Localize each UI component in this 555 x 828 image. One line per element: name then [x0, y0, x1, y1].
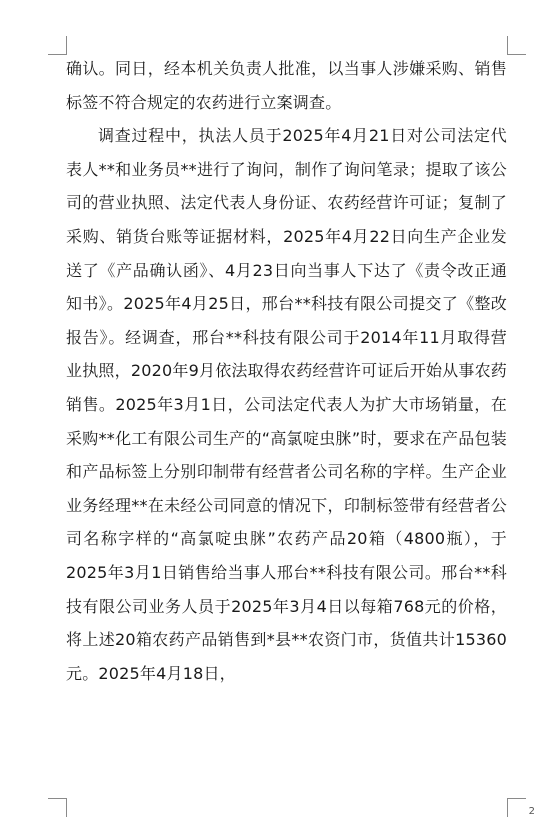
- page-number: 2: [528, 806, 535, 817]
- document-body: [66, 52, 507, 690]
- crop-mark-top-left: [48, 36, 67, 55]
- paragraph-2: 调查过程中，执法人员于2025年4月21日对公司法定代表人**和业务员**进行了询问，制作了询问笔录；提取了该公司的营业执照、法定代表人身份证、农药经营许可证；复制了采购、销货台账等证据材料，2025年4月22日向生产企业发送了《产品确认函》、4月23日向当事人下达了《责令改正通知书》。2025年4月25日，邢台**科技有限公司提交了《整改报告》。经调查，邢台**科技有限公司于2014年11月取得营业执照，2020年9月依法取得农药经营许可证后开始从事农药销售。2025年3月1日，公司法定代表人为扩大市场销量，在采购**化工有限公司生产的“高氯啶虫脒”时，要求在产品包装和产品标签上分别印制带有经营者公司名称的字样。生产企业业务经理**在未经公司同意的情况下，印制标签带有经营者公司名称字样的“高氯啶虫脒”农药产品20箱（4800瓶），于2025年3月1日销售给当事人邢台**科技有限公司。邢台**科技有限公司业务人员于2025年3月4日以每箱768元的价格，将上述20箱农药产品销售到*县**农资门市，货值共计15360元。2025年4月18日，: [66, 126, 507, 683]
- crop-mark-bottom-left: [48, 798, 67, 817]
- crop-mark-bottom-right: [507, 798, 526, 817]
- crop-mark-top-right: [507, 36, 526, 55]
- paragraph-1: 确认。同日，经本机关负责人批准，以当事人涉嫌采购、销售标签不符合规定的农药进行立案调查。: [66, 59, 507, 112]
